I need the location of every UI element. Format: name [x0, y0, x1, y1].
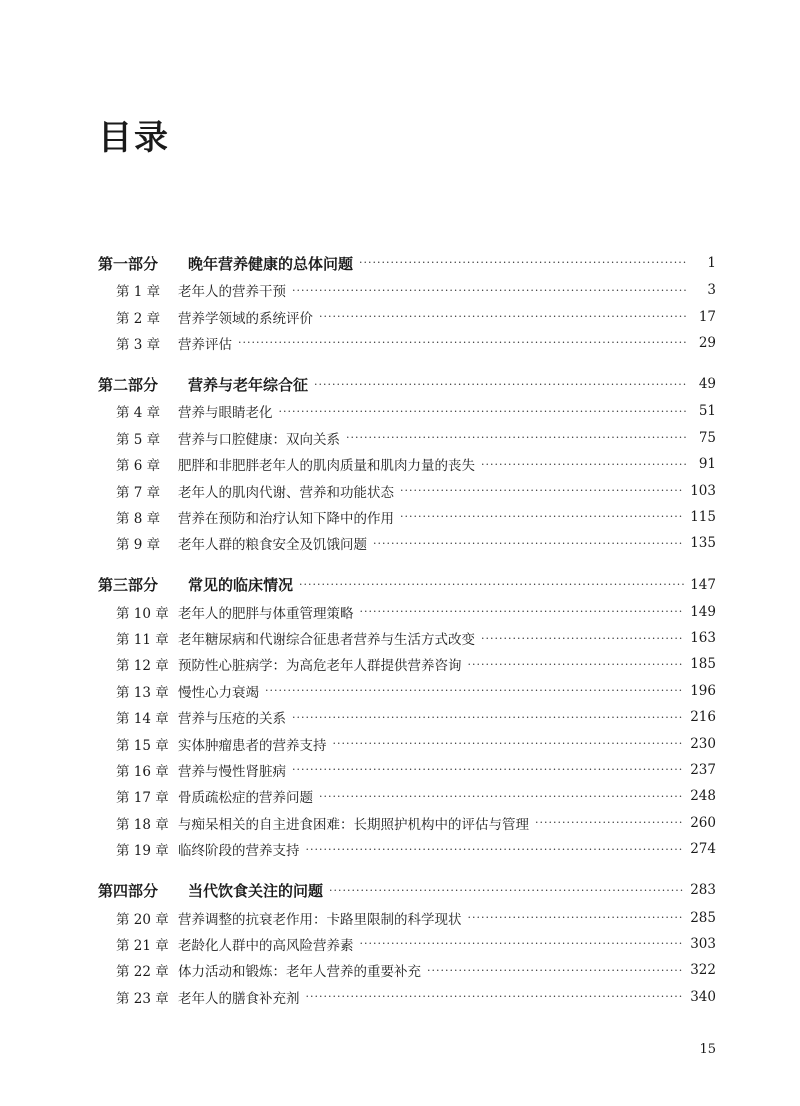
toc-chapter-entry[interactable]: [98, 425, 716, 451]
toc-chapter-entry[interactable]: [98, 704, 716, 730]
toc-part: [98, 571, 716, 863]
chapter-title: 老年人群的粮食安全及饥饿问题: [178, 537, 367, 554]
toc-chapter-entry[interactable]: [98, 599, 716, 625]
chapter-page-number: 185: [690, 656, 716, 673]
toc-chapter-entry[interactable]: [98, 651, 716, 677]
toc-part-entry[interactable]: [98, 249, 716, 277]
chapter-page-number: 135: [690, 535, 716, 552]
chapter-number: 第 4 章: [116, 405, 161, 422]
dot-leader: [319, 790, 684, 803]
toc-chapter-entry[interactable]: [98, 398, 716, 424]
chapter-title: 肥胖和非肥胖老年人的肌肉质量和肌肉力量的丧失: [178, 458, 475, 475]
chapter-title: 临终阶段的营养支持: [178, 843, 300, 860]
chapter-number: 第 19 章: [116, 843, 169, 860]
dot-leader: [468, 658, 685, 671]
toc-chapter-entry[interactable]: [98, 730, 716, 756]
chapter-page-number: 29: [698, 334, 716, 351]
toc-chapter-entry[interactable]: [98, 625, 716, 651]
part-number: 第四部分: [98, 881, 159, 900]
chapter-title: 老龄化人群中的高风险营养素: [178, 938, 354, 954]
chapter-number: 第 16 章: [116, 764, 169, 781]
part-title: 晚年营养健康的总体问题: [188, 254, 354, 273]
chapter-number: 第 6 章: [116, 458, 161, 475]
chapter-number: 第 1 章: [116, 284, 161, 301]
chapter-page-number: 274: [690, 841, 716, 858]
toc-chapter-entry[interactable]: [98, 783, 716, 809]
toc-chapter-entry[interactable]: [98, 904, 716, 930]
dot-leader: [468, 911, 685, 924]
toc-part: [98, 370, 716, 556]
part-title: 常见的临床情况: [188, 576, 294, 595]
page-title: 目录: [98, 117, 170, 158]
chapter-number: 第 12 章: [116, 658, 169, 675]
chapter-page-number: 260: [690, 814, 716, 831]
chapter-number: 第 23 章: [116, 990, 169, 1007]
chapter-page-number: 103: [690, 482, 716, 499]
chapter-title: 慢性心力衰竭: [178, 684, 259, 701]
chapter-number: 第 8 章: [116, 510, 161, 527]
chapter-title: 预防性心脏病学：为高危老年人群提供营养咨询: [178, 658, 462, 675]
dot-leader: [292, 763, 684, 776]
chapter-title: 与痴呆相关的自主进食困难：长期照护机构中的评估与管理: [178, 816, 529, 833]
chapter-title: 营养在预防和治疗认知下降中的作用: [178, 510, 394, 527]
chapter-page-number: 340: [690, 988, 716, 1005]
chapter-title: 体力活动和锻炼：老年人营养的重要补充: [178, 964, 421, 981]
chapter-title: 老年人的肥胖与体重管理策略: [178, 605, 354, 622]
toc-part-entry[interactable]: [98, 370, 716, 398]
chapter-title: 老年人的肌肉代谢、营养和功能状态: [178, 484, 394, 501]
toc-chapter-entry[interactable]: [98, 451, 716, 477]
toc-part-entry[interactable]: [98, 571, 716, 599]
chapter-page-number: 17: [698, 308, 716, 325]
chapter-number: 第 18 章: [116, 816, 169, 833]
dot-leader: [360, 605, 685, 618]
chapter-page-number: 285: [690, 909, 716, 926]
page-number: 15: [699, 1042, 716, 1057]
chapter-page-number: 322: [690, 962, 716, 979]
dot-leader: [292, 711, 684, 724]
chapter-title: 营养学领域的系统评价: [178, 310, 313, 327]
dot-leader: [299, 578, 684, 591]
chapter-title: 营养与口腔健康：双向关系: [178, 431, 340, 448]
chapter-page-number: 303: [690, 936, 716, 952]
chapter-page-number: 75: [698, 429, 716, 446]
toc-chapter-entry[interactable]: [98, 504, 716, 530]
chapter-page-number: 91: [698, 456, 716, 473]
part-number: 第二部分: [98, 375, 159, 394]
chapter-page-number: 196: [690, 682, 716, 699]
toc-chapter-entry[interactable]: [98, 303, 716, 329]
chapter-page-number: 216: [690, 709, 716, 726]
table-of-contents: [98, 249, 716, 1010]
dot-leader: [346, 431, 688, 444]
chapter-number: 第 11 章: [116, 632, 169, 649]
chapter-title: 营养与眼睛老化: [178, 405, 273, 422]
chapter-title: 营养与慢性肾脏病: [178, 764, 286, 781]
chapter-number: 第 9 章: [116, 537, 161, 554]
chapter-page-number: 163: [690, 630, 716, 647]
part-number: 第三部分: [98, 576, 159, 595]
chapter-title: 营养评估: [178, 336, 232, 353]
chapter-title: 老年人的膳食补充剂: [178, 990, 300, 1007]
part-title: 营养与老年综合征: [188, 375, 309, 394]
toc-chapter-entry[interactable]: [98, 810, 716, 836]
dot-leader: [373, 537, 684, 550]
chapter-number: 第 17 章: [116, 790, 169, 807]
toc-chapter-entry[interactable]: [98, 836, 716, 862]
toc-chapter-entry[interactable]: [98, 330, 716, 356]
toc-chapter-entry[interactable]: [98, 678, 716, 704]
chapter-number: 第 10 章: [116, 605, 169, 622]
toc-part: [98, 249, 716, 356]
chapter-page-number: 115: [690, 508, 716, 525]
toc-part-entry[interactable]: [98, 876, 716, 904]
chapter-number: 第 2 章: [116, 310, 161, 327]
dot-leader: [265, 684, 684, 697]
chapter-title: 营养与压疮的关系: [178, 711, 286, 728]
chapter-page-number: 3: [707, 282, 716, 299]
part-page-number: 49: [698, 376, 716, 393]
chapter-page-number: 248: [690, 788, 716, 805]
chapter-page-number: 51: [698, 403, 716, 420]
chapter-number: 第 7 章: [116, 484, 161, 501]
dot-leader: [359, 256, 688, 269]
dot-leader: [292, 284, 688, 297]
dot-leader: [535, 816, 684, 829]
chapter-title: 老年糖尿病和代谢综合征患者营养与生活方式改变: [178, 632, 475, 649]
chapter-number: 第 5 章: [116, 431, 161, 448]
toc-chapter-entry[interactable]: [98, 931, 716, 957]
toc-part: [98, 876, 716, 1010]
toc-chapter-entry[interactable]: [98, 757, 716, 783]
dot-leader: [400, 484, 684, 497]
chapter-number: 第 15 章: [116, 737, 169, 754]
chapter-number: 第 3 章: [116, 336, 161, 353]
chapter-number: 第 14 章: [116, 711, 169, 728]
chapter-title: 实体肿瘤患者的营养支持: [178, 737, 327, 754]
dot-leader: [319, 310, 688, 323]
part-title: 当代饮食关注的问题: [188, 881, 324, 900]
chapter-number: 第 21 章: [116, 938, 169, 954]
dot-leader: [238, 336, 688, 349]
chapter-page-number: 149: [690, 603, 716, 620]
toc-chapter-entry[interactable]: [98, 530, 716, 556]
chapter-title: 骨质疏松症的营养问题: [178, 790, 313, 807]
chapter-page-number: 230: [690, 735, 716, 752]
toc-chapter-entry[interactable]: [98, 984, 716, 1010]
dot-leader: [400, 510, 684, 523]
chapter-number: 第 20 章: [116, 911, 169, 928]
dot-leader: [314, 378, 688, 391]
chapter-title: 老年人的营养干预: [178, 284, 286, 301]
toc-chapter-entry[interactable]: [98, 477, 716, 503]
toc-chapter-entry[interactable]: [98, 277, 716, 303]
toc-chapter-entry[interactable]: [98, 957, 716, 983]
part-page-number: 147: [690, 576, 716, 593]
dot-leader: [306, 843, 685, 856]
dot-leader: [279, 405, 689, 418]
dot-leader: [481, 458, 688, 471]
part-page-number: 283: [690, 882, 716, 899]
chapter-number: 第 13 章: [116, 684, 169, 701]
dot-leader: [306, 990, 685, 1003]
dot-leader: [360, 937, 685, 950]
part-number: 第一部分: [98, 254, 159, 273]
chapter-page-number: 237: [690, 762, 716, 779]
chapter-number: 第 22 章: [116, 964, 169, 981]
part-page-number: 1: [707, 255, 716, 271]
dot-leader: [329, 884, 684, 897]
dot-leader: [481, 632, 684, 645]
dot-leader: [427, 964, 684, 977]
dot-leader: [333, 737, 685, 750]
chapter-title: 营养调整的抗衰老作用：卡路里限制的科学现状: [178, 911, 462, 928]
